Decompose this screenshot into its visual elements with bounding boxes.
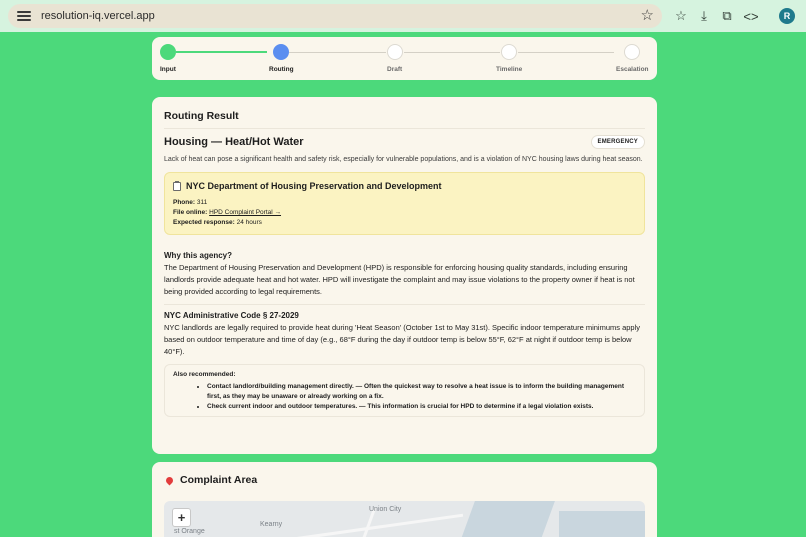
browser-toolbar	[0, 0, 806, 32]
step-routing-dot[interactable]	[273, 44, 289, 60]
file-online-label: File online:	[173, 209, 208, 216]
step-routing-label: Routing	[269, 66, 294, 73]
why-agency-text: The Department of Housing Preservation and Development (HPD) is responsible for enforcing housing quality standards, including ensuring landlords provide adequate heat and hot water. HPD will investigate the complaint and may issue violations to the property owner if heat is not being provided according to legal requirements.	[164, 263, 635, 296]
step-draft-label: Draft	[387, 66, 403, 73]
step-timeline-dot[interactable]	[501, 44, 517, 60]
map-water	[559, 511, 645, 537]
response-label: Expected response:	[173, 219, 235, 226]
code-text: NYC landlords are legally required to provide heat during 'Heat Season' (October 1st to May 31st). Specific indoor temperature minimums apply based on outdoor temperature and time of day (e.g., 68°F during the day if outdoor temp is below 55°F, 62°F at night if outdoor temp is below 40°F).	[164, 323, 641, 356]
address-bar[interactable]	[8, 4, 662, 28]
bookmarks-icon[interactable]: ☆	[675, 8, 687, 23]
step-timeline-label: Timeline	[496, 66, 523, 73]
step-input-dot[interactable]	[160, 44, 176, 60]
recommend-action: Contact landlord/building management directly.	[207, 383, 354, 390]
progress-stepper	[152, 37, 657, 80]
step-connector	[176, 51, 267, 53]
url-text[interactable]: resolution-iq.vercel.app	[41, 10, 155, 22]
divider	[164, 304, 645, 305]
complaint-map[interactable]	[164, 501, 645, 537]
profile-avatar[interactable]: R	[779, 8, 795, 24]
agency-name: NYC Department of Housing Preservation and Development	[186, 181, 442, 191]
phone-label: Phone:	[173, 199, 196, 206]
step-connector	[289, 52, 386, 53]
step-draft-dot[interactable]	[387, 44, 403, 60]
divider	[164, 128, 645, 129]
map-label: Union City	[369, 506, 402, 513]
complaint-area-title: Complaint Area	[180, 474, 258, 486]
list-item	[207, 382, 636, 402]
clipboard-icon	[173, 182, 181, 191]
step-connector	[518, 52, 614, 53]
why-agency-title: Why this agency?	[164, 251, 233, 260]
site-settings-icon[interactable]	[17, 9, 31, 23]
routing-result-card	[152, 97, 657, 454]
category-title: Housing — Heat/Hot Water	[164, 136, 304, 148]
bookmark-star-icon[interactable]: ☆	[640, 7, 654, 24]
recommend-detail: — This information is crucial for HPD to determine if a legal violation exists.	[357, 403, 594, 410]
agency-phone: 311	[196, 199, 208, 206]
map-water	[453, 501, 555, 537]
zoom-in-button[interactable]: +	[172, 508, 191, 527]
recommend-action: Check current indoor and outdoor temperatures.	[207, 403, 358, 410]
list-item	[207, 402, 636, 412]
card-title: Routing Result	[164, 110, 239, 122]
hpd-portal-link[interactable]: HPD Complaint Portal →	[209, 209, 282, 216]
recommend-detail: — Often the quickest way to resolve a heat issue is to inform the building management first, as they may be unaware or already working on a fix.	[207, 383, 625, 400]
agency-box	[164, 172, 645, 235]
complaint-area-card	[152, 462, 657, 537]
map-pin-icon	[165, 475, 175, 485]
code-title: NYC Administrative Code § 27-2029	[164, 311, 299, 320]
step-escalation-label: Escalation	[616, 66, 649, 73]
devtools-icon[interactable]: <>	[743, 8, 759, 24]
step-input-label: Input	[160, 66, 176, 73]
category-description: Lack of heat can pose a significant health and safety risk, especially for vulnerable populations, and is a violation of NYC housing laws during heat season.	[164, 156, 643, 163]
map-label: st Orange	[174, 528, 205, 535]
emergency-badge: EMERGENCY	[591, 135, 645, 149]
map-label: Kearny	[260, 521, 283, 528]
step-escalation-dot[interactable]	[624, 44, 640, 60]
step-connector	[404, 52, 500, 53]
also-recommended-title: Also recommended:	[173, 371, 236, 378]
expected-response: 24 hours	[236, 219, 262, 226]
screenshot-icon[interactable]: ⧉	[722, 8, 732, 23]
download-icon[interactable]: ⤓	[701, 8, 707, 23]
also-recommended-box	[164, 364, 645, 417]
